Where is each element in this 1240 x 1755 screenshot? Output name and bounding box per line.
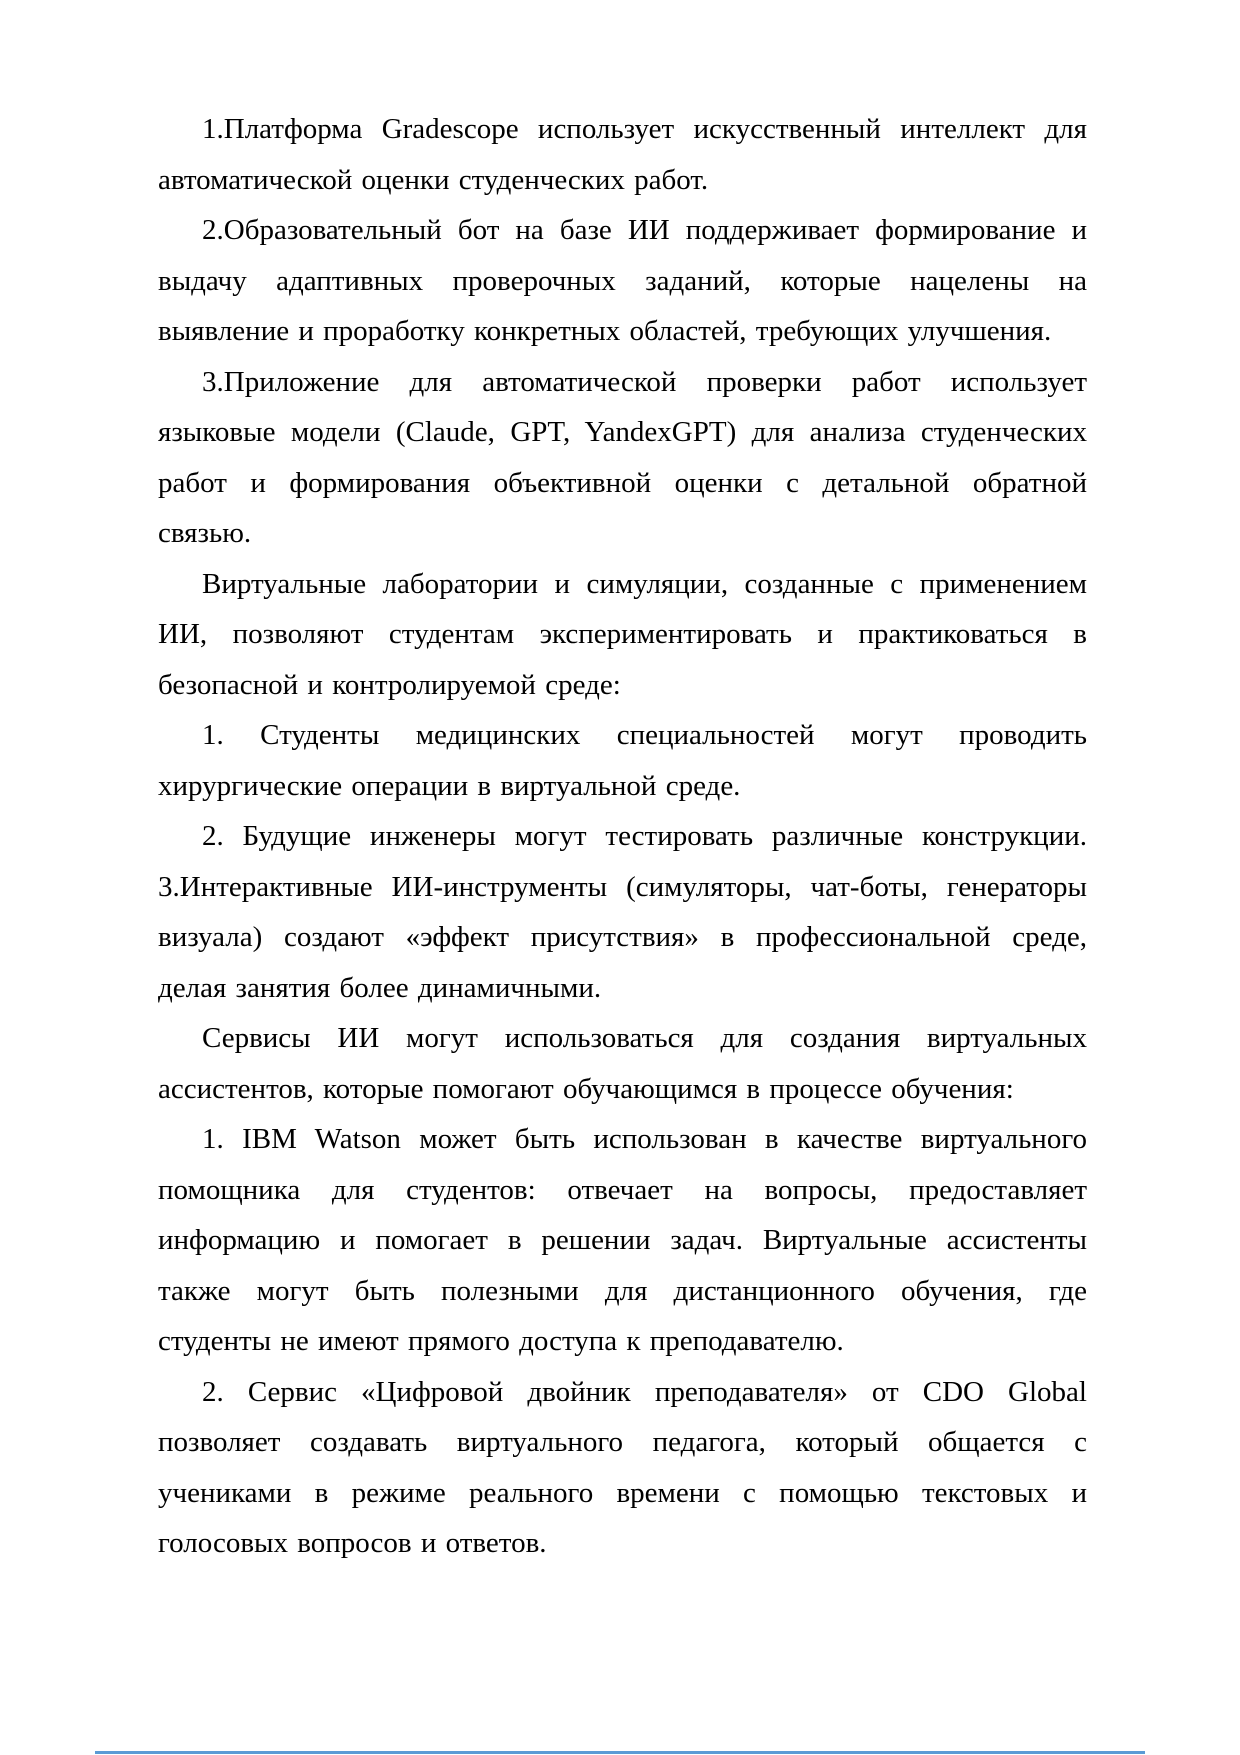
- paragraph-auto-check-app: 3.Приложение для автоматической проверки работ использует языковые модели (Claude, GPT, YandexGPT) для анализа студенческих работ и формирования объективной оценки с детальной обратной связью.: [158, 365, 1087, 549]
- paragraph-virtual-labs-intro: Виртуальные лаборатории и симуляции, созданные с применением ИИ, позволяют студентам экспериментировать и практиковаться в безопасной и контролируемой среде:: [158, 567, 1087, 701]
- document-body-text: [158, 104, 1087, 1569]
- list-item-engineers-and-interactive-tools: 2. Будущие инженеры могут тестировать различные конструкции. 3.Интерактивные ИИ-инструменты (симуляторы, чат-боты, генераторы визуала) создают «эффект присутствия» в профессиональной среде, делая занятия более динамичными.: [158, 820, 1087, 1004]
- paragraph-ai-services-intro: Сервисы ИИ могут использоваться для создания виртуальных ассистентов, которые помогают обучающимся в процессе обучения:: [158, 1022, 1087, 1105]
- paragraph-education-bot: 2.Образовательный бот на базе ИИ поддерживает формирование и выдачу адаптивных проверочных заданий, которые нацелены на выявление и проработку конкретных областей, требующих улучшения.: [158, 214, 1087, 347]
- list-item-medical-students: 1. Студенты медицинских специальностей могут проводить хирургические операции в виртуальной среде.: [158, 719, 1087, 802]
- list-item-ibm-watson: 1. IBM Watson может быть использован в качестве виртуального помощника для студентов: отвечает на вопросы, предоставляет информацию и помогает в решении задач. Виртуальные ассистенты также могут быть полезными для дистанционного обучения, где студенты не имеют прямого доступа к преподавателю.: [158, 1123, 1087, 1357]
- list-item-digital-twin: 2. Сервис «Цифровой двойник преподавателя» от CDO Global позволяет создавать виртуального педагога, который общается с учениками в режиме реального времени с помощью текстовых и голосовых вопросов и ответов.: [158, 1375, 1087, 1559]
- page-bottom-rule: [95, 1751, 1145, 1754]
- paragraph-gradescope: 1.Платформа Gradescope использует искусственный интеллект для автоматической оценки студенческих работ.: [158, 113, 1087, 196]
